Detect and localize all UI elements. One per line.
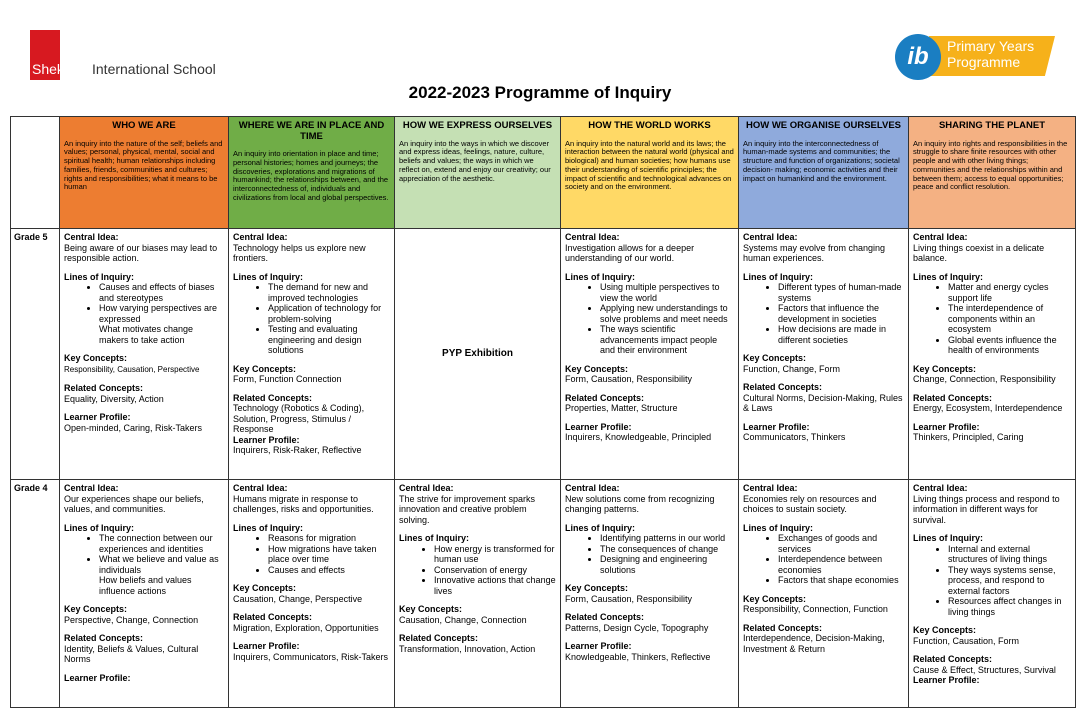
grade5-sharing-planet-cell: Central Idea: Living things coexist in a delicate balance. Lines of Inquiry: • Matter and energy cycles support life • The interdependence of components within an ecosystem • Global events influence the health of environments Key Concepts: Change, Connection, Responsibility Related Concepts: Energy, Ecosystem, Interdependence Learner Profile: Thinkers, Principled, Caring bbox=[909, 229, 1076, 480]
theme-where-we-are: WHERE WE ARE IN PLACE AND TIME An inquiry into orientation in place and time; personal histories; homes and journeys; the discoveries, explorations and migrations of humankind; the relationships between, and the interconnectedness of, individuals and civilizations from local and global perspectives. bbox=[229, 117, 395, 229]
logo-red-block: Shekou bbox=[30, 30, 60, 80]
lines-of-inquiry: • Exchanges of goods and services • Interdependence between economies • Factors that shape economies bbox=[766, 533, 904, 586]
grade5-how-we-organise-cell: Central Idea: Systems may evolve from changing human experiences. Lines of Inquiry: • Different types of human-made systems • Factors that influence the development in societies • How decisions are made in different societies Key Concepts: Function, Change, Form Related Concepts: Cultural Norms, Decision-Making, Rules & Laws Learner Profile: Communicators, Thinkers bbox=[739, 229, 909, 480]
lines-of-inquiry: • Identifying patterns in our world • The consequences of change • Designing and engineering solutions bbox=[588, 533, 734, 575]
grade4-sharing-planet-cell: Central Idea: Living things process and respond to information in different ways for survival. Lines of Inquiry: • Internal and external structures of living things • They ways systems sense, process, and respond to external factors • Resources affect changes in living things Key Concepts: Function, Causation, Form Related Concepts: Cause & Effect, Structures, Survival Learner Profile: bbox=[909, 480, 1076, 708]
lines-of-inquiry: • The connection between our experiences and identities • What we believe and value as individuals bbox=[87, 533, 224, 575]
lines-of-inquiry: • How energy is transformed for human use • Conservation of energy • Innovative actions that change lives bbox=[422, 544, 556, 597]
school-logo bbox=[30, 30, 216, 80]
grade4-label: Grade 4 bbox=[11, 480, 60, 708]
ib-pyp-logo bbox=[895, 32, 1055, 82]
central-idea: Being aware of our biases may lead to responsible action. bbox=[64, 242, 218, 263]
theme-who-we-are: WHO WE ARE An inquiry into the nature of the self; beliefs and values; personal, physical, mental, social and spiritual health; human relationships including families, friends, communities and cultures; rights and responsibilities; what it means to be human bbox=[60, 117, 229, 229]
grade5-label: Grade 5 bbox=[11, 229, 60, 480]
lines-of-inquiry: • Matter and energy cycles support life • The interdependence of components within an ecosystem • Global events influence the health of environments bbox=[936, 282, 1071, 356]
grade4-how-world-works-cell: Central Idea: New solutions come from recognizing changing patterns. Lines of Inquiry: • Identifying patterns in our world • The consequences of change • Designing and engineering solutions Key Concepts: Form, Causation, Responsibility Related Concepts: Patterns, Design Cycle, Topography Learner Profile: Knowledgeable, Thinkers, Reflective bbox=[561, 480, 739, 708]
grade5-how-world-works-cell: Central Idea: Investigation allows for a deeper understanding of our world. Lines of Inquiry: • Using multiple perspectives to view the world • Applying new understandings to solve problems and meet needs • The ways scientific advancements impact people and their environment Key Concepts: Form, Causation, Responsibility Related Concepts: Properties, Matter, Structure Learner Profile: Inquirers, Knowledgeable, Principled bbox=[561, 229, 739, 480]
lines-of-inquiry: • Causes and effects of biases and stereotypes • How varying perspectives are expressed bbox=[87, 282, 224, 324]
programme-table bbox=[10, 116, 1076, 708]
pyp-exhibition-cell: PYP Exhibition bbox=[395, 229, 561, 480]
grade4-where-we-are-cell: Central Idea: Humans migrate in response to challenges, risks and opportunities. Lines of Inquiry: • Reasons for migration • How migrations have taken place over time • Causes and effects Key Concepts: Causation, Change, Perspective Related Concepts: Migration, Exploration, Opportunities Learner Profile: Inquirers, Communicators, Risk-Takers bbox=[229, 480, 395, 708]
school-name: International School bbox=[92, 61, 216, 77]
theme-sharing-the-planet: SHARING THE PLANET An inquiry into rights and responsibilities in the struggle to share finite resources with other people and with other living things; communities and the relationships within and between them; access to equal opportunities; peace and conflict resolution. bbox=[909, 117, 1076, 229]
grade4-how-we-express-cell: Central Idea: The strive for improvement sparks innovation and creative problem solving. Lines of Inquiry: • How energy is transformed for human use • Conservation of energy • Innovative actions that change lives Key Concepts: Causation, Change, Connection Related Concepts: Transformation, Innovation, Action bbox=[395, 480, 561, 708]
grade5-where-we-are-cell: Central Idea: Technology helps us explore new frontiers. Lines of Inquiry: • The demand for new and improved technologies • Application of technology for problem-solving • Testing and evaluating engineering and design solutions Key Concepts: Form, Function Connection Related Concepts: Technology (Robotics & Coding), Solution, Progress, Stimulus / Response Learner Profile: Inquirers, Risk-Raker, Reflective bbox=[229, 229, 395, 480]
grade5-who-we-are-cell: Central Idea: Being aware of our biases may lead to responsible action. Lines of Inquiry: • Causes and effects of biases and stereotypes • How varying perspectives are expressed What motivates change makers to take action Key Concepts: Responsibility, Causation, Perspective Related Concepts: Equality, Diversity, Action Learner Profile: Open-minded, Caring, Risk-Takers bbox=[60, 229, 229, 480]
grade4-how-we-organise-cell: Central Idea: Economies rely on resources and choices to sustain society. Lines of Inquiry: • Exchanges of goods and services • Interdependence between economies • Factors that shape economies Key Concepts: Responsibility, Connection, Function Related Concepts: Interdependence, Decision-Making, Investment & Return bbox=[739, 480, 909, 708]
lines-of-inquiry: • Using multiple perspectives to view the world • Applying new understandings to solve problems and meet needs • The ways scientific advancements impact people and their environment bbox=[588, 282, 734, 356]
lines-of-inquiry: • Different types of human-made systems • Factors that influence the development in societies • How decisions are made in different societies bbox=[766, 282, 904, 345]
grade4-row bbox=[11, 480, 1076, 708]
corner-cell bbox=[11, 117, 60, 229]
lines-of-inquiry: • Internal and external structures of living things • They ways systems sense, process, and respond to external factors • Resources affect changes in living things bbox=[936, 544, 1071, 618]
grade5-row bbox=[11, 229, 1076, 480]
pyp-text: Primary Years Programme bbox=[947, 38, 1035, 70]
theme-how-we-organise: HOW WE ORGANISE OURSELVES An inquiry into the interconnectedness of human-made systems and communities; the structure and function of organizations; societal decision- making; economic activities and their impact on humankind and the environment. bbox=[739, 117, 909, 229]
theme-header-row bbox=[11, 117, 1076, 229]
grade4-who-we-are-cell: Central Idea: Our experiences shape our beliefs, values, and communities. Lines of Inquiry: • The connection between our experiences and identities • What we believe and value as individuals How beliefs and values influence actions Key Concepts: Perspective, Change, Connection Related Concepts: Identity, Beliefs & Values, Cultural Norms Learner Profile: bbox=[60, 480, 229, 708]
page-title: 2022-2023 Programme of Inquiry bbox=[408, 83, 672, 102]
lines-of-inquiry: • Reasons for migration • How migrations have taken place over time • Causes and effects bbox=[256, 533, 390, 575]
lines-of-inquiry: • The demand for new and improved technologies • Application of technology for problem-solving • Testing and evaluating engineering and design solutions bbox=[256, 282, 390, 356]
ib-logo-icon: ib bbox=[895, 34, 941, 80]
theme-how-the-world-works: HOW THE WORLD WORKS An inquiry into the natural world and its laws; the interaction between the natural world (physical and biological) and human societies; how humans use their understanding of scientific principles; the impact of scientific and technological advances on society and on the environment. bbox=[561, 117, 739, 229]
theme-how-we-express: HOW WE EXPRESS OURSELVES An inquiry into the ways in which we discover and express ideas, feelings, nature, culture, beliefs and values; the ways in which we reflect on, extend and enjoy our creativity; our appreciation of the aesthetic. bbox=[395, 117, 561, 229]
